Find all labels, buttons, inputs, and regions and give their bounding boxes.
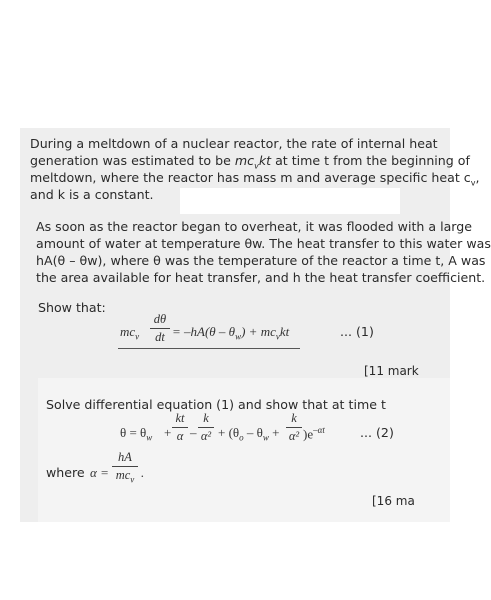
eq2-tail: )$e^{-\alpha t}$ — [303, 425, 325, 442]
eq1-underline — [118, 348, 300, 349]
eq2-number: ... (2) — [360, 425, 394, 440]
eq2-plus: + — [164, 425, 172, 440]
show-that-label: Show that: — [38, 300, 106, 315]
eq1-lhs: $mc_v$ — [120, 324, 140, 342]
alpha-def: α = — [90, 465, 109, 480]
eq2-frac2: k α² — [198, 411, 214, 444]
eq2-frac1: kt α — [172, 411, 188, 444]
marks-2: [16 ma — [372, 494, 415, 508]
redaction-box — [180, 188, 400, 214]
para1-line1: During a meltdown of a nuclear reactor, the rate of internal heat — [30, 136, 438, 151]
para1-line4: and k is a constant. — [30, 187, 154, 202]
para2-line3: hA(θ – θw), where θ was the temperature of the reactor a time t, A was — [36, 253, 486, 268]
para2-line4: the area available for heat transfer, and h the heat transfer coefficient. — [36, 270, 486, 285]
eq1-rhs: = $-hA(\theta - \theta_w) + mc_vkt$ — [172, 324, 290, 342]
eq2-lhs: $\theta = \theta_w$ — [120, 425, 153, 443]
para1-line3: meltdown, where the reactor has mass m and average specific heat $c_v$, — [30, 170, 480, 188]
eq1-number: ... (1) — [340, 324, 374, 339]
where-label: where — [46, 465, 85, 480]
para2-line2: amount of water at temperature θw. The heat transfer to this water was — [36, 236, 491, 251]
alpha-dot: . — [141, 465, 145, 480]
para2-line1: As soon as the reactor began to overheat, it was flooded with a large — [36, 219, 473, 234]
para1-line2: generation was estimated to be $mc_vkt$ at time t from the beginning of — [30, 153, 470, 171]
eq2-frac3: k α² — [286, 411, 302, 444]
eq2-middle: + ($\theta_o - \theta_w$ + — [218, 425, 280, 443]
marks-1: [11 mark — [364, 364, 419, 378]
solve-text: Solve differential equation (1) and show that at time t — [46, 397, 386, 412]
eq1-fraction: dθ dt — [150, 312, 170, 345]
alpha-fraction: hA $mc_v$ — [112, 450, 138, 485]
eq2-minus: – — [190, 425, 197, 440]
